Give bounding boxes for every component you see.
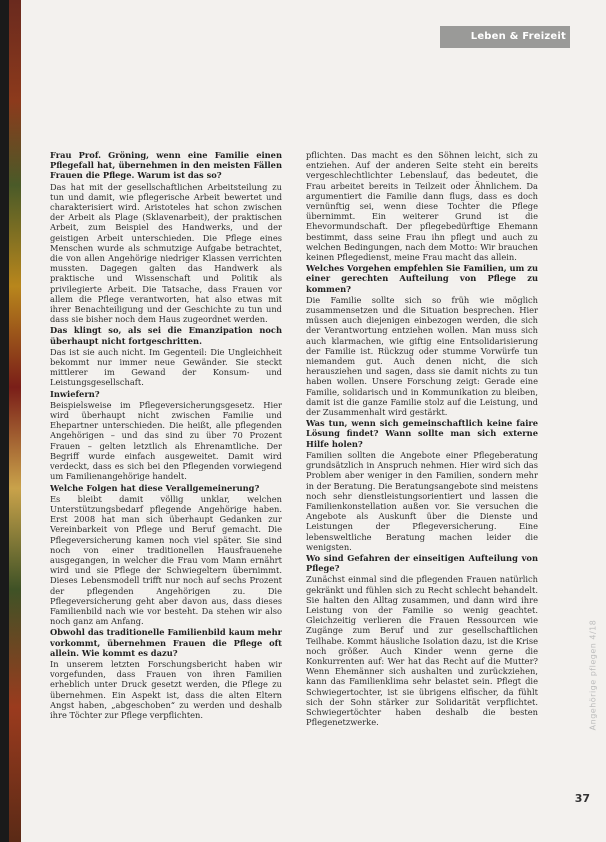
- interview-question: Inwiefern?: [50, 388, 100, 399]
- text-column-left: [50, 150, 282, 810]
- section-label: Leben & Freizeit: [470, 31, 566, 42]
- interview-answer: Das hat mit der gesellschaftlichen Arbeitsteilung zu tun und damit, wie pflegerische Arbeit bewertet und charakterisiert wird. Aristoteles hat schon zwischen der Arbeit als Plage (Sklavenarbeit), der praktischen Arbeit, zum Beispiel des Handwerks, und der geistigen Arbeit unterschieden. Die Pflege eines Menschen wurde als schmutzige Aufgabe betrachtet, die von allen Angehörige niedriger Klassen verrichten mussten. Dagegen galten das Handwerk als praktische und Wissenschaft und Politik als privilegierte Arbeit. Die Tatsache, dass Frauen vor allem die Pflege verantworten, hat also etwas mit ihrer Benachteiligung und der Geschichte zu tun und dass sie bisher noch dem Haus zugeordnet werden.: [50, 181, 282, 325]
- interview-question: Welches Vorgehen empfehlen Sie Familien, um zu einer gerechten Aufteilung von Pflege zu kommen?: [306, 263, 538, 294]
- text-column-right: [306, 150, 538, 810]
- interview-answer: Familien sollten die Angebote einer Pflegeberatung grundsätzlich in Anspruch nehmen. Hier wird sich das Problem aber weniger in den Familien, sondern mehr in der Beratung. Die Beratungsangebote sind meistens noch sehr dienstleistungsorientiert und lassen die Familienkonstellation außen vor. Sie versuchen die Angebote als Auskunft über die Dienste und Leistungen der Pflegeversicherung. Eine lebensweltliche Beratung machen leider die wenigsten.: [306, 449, 538, 552]
- interview-question: Was tun, wenn sich gemeinschaftlich keine faire Lösung findet? Wann sollte man sich externe Hilfe holen?: [306, 418, 538, 449]
- photo-strip: [9, 0, 21, 842]
- interview-answer: Beispielsweise im Pflegeversicherungsgesetz. Hier wird überhaupt nicht zwischen Familie und Ehepartner unterschieden. Die heißt, alle pflegenden Angehörigen – und das sind zu über 70 Prozent Frauen – gelten letztlich als Ehrenamtliche. Der Begriff wurde einfach ausgeweitet. Damit wird verdeckt, dass es sich bei den Pflegenden vorwiegend um Familienangehörige handelt.: [50, 399, 282, 482]
- interview-question: Welche Folgen hat diese Verallgemeinerung?: [50, 482, 260, 493]
- interview-question: Wo sind Gefahren der einseitigen Aufteilung von Pflege?: [306, 552, 538, 574]
- page-edge: [0, 0, 9, 842]
- interview-answer: pflichten. Das macht es den Söhnen leicht, sich zu entziehen. Auf der anderen Seite steht ein bereits vergeschlechtlichter Lebenslauf, das bedeutet, die Frau arbeitet bereits in Teilzeit oder Ähnlichem. Da argumentiert die Familie dann flugs, dass es doch vernünftig sei, wenn diese Tochter die Pflege übernimmt. Ein weiterer Grund ist die Ehevormundschaft. Der pflegebedürftige Ehemann bestimmt, dass seine Frau ihn pflegt und auch zu welchen Bedingungen, nach dem Motto: Wir brauchen keinen Pflegedienst, meine Frau macht das allein.: [306, 150, 538, 263]
- interview-answer: Das ist sie auch nicht. Im Gegenteil: Die Ungleichheit bekommt nur immer neue Gewänder. Sie steckt mittlerer im Gewand der Konsum- und Leistungsgesellschaft.: [50, 346, 282, 388]
- interview-answer: In unserem letzten Forschungsbericht haben wir vorgefunden, dass Frauen von ihren Familien erheblich unter Druck gesetzt werden, die Pflege zu übernehmen. Ein Aspekt ist, dass die alten Eltern Angst haben, „abgeschoben“ zu werden und deshalb ihre Töchter zur Pflege verpflichten.: [50, 658, 282, 720]
- section-header-bar: [440, 26, 570, 48]
- interview-answer: Die Familie sollte sich so früh wie möglich zusammensetzen und die Situation besprechen. Hier müssen auch diejenigen einbezogen werden, die sich der Verantwortung entziehen wollen. Man muss sich auch klarmachen, wie giftig eine Entsolidarisierung der Familie ist. Rückzug oder stumme Vorwürfe tun niemandem gut. Auch denen nicht, die sich herausziehen und sagen, dass sie damit nichts zu tun haben wollen. Unsere Forschung zeigt: Gerade eine Familie, solidarisch und in Kommunikation zu bleiben, damit ist die ganze Familie stolz auf die Leistung, und der Zusammenhalt wird gestärkt.: [306, 294, 538, 418]
- page-number: 37: [574, 792, 590, 805]
- interview-question: Frau Prof. Gröning, wenn eine Familie einen Pflegefall hat, übernehmen in den meisten Fällen Frauen die Pflege. Warum ist das so?: [50, 150, 282, 181]
- interview-question: Das klingt so, als sei die Emanzipation noch überhaupt nicht fortgeschritten.: [50, 325, 282, 346]
- interview-answer: Es bleibt damit völlig unklar, welchen Unterstützungsbedarf pflegende Angehörige haben. Erst 2008 hat man sich überhaupt Gedanken zur Vereinbarkeit von Pflege und Beruf gemacht. Die Pflegeversicherung kamen noch viel später. Sie sind noch von einer traditionellen Hausfrauenehe ausgegangen, in welcher die Frau vom Mann ernährt wird und sie Pflege der Schwiegeltern übernimmt. Dieses Lebensmodell trifft nur noch auf sechs Prozent der pflegenden Angehörigen zu. Die Pflegeversicherung geht aber davon aus, dass dieses Familienbild nach wie vor besteht. Da stehen wir also noch ganz am Anfang.: [50, 493, 282, 627]
- interview-answer: Zunächst einmal sind die pflegenden Frauen natürlich gekränkt und fühlen sich zu Recht schlecht behandelt. Sie halten den Alltag zusammen, und dann wird ihre Leistung von der Familie so wenig geachtet. Gleichzeitig verlieren die Frauen Ressourcen wie Zugänge zum Beruf und zur gesellschaftlichen Teilhabe. Kommt häusliche Isolation dazu, ist die Krise noch größer. Auch Kinder wenn gerne die Konkurrenten auf: Wer hat das Recht auf die Mutter? Wenn Ehemänner sich aushalten und zurückziehen, kann das Familienklima sehr belastet sein. Pflegt die Schwiegertochter, ist sie übrigens elfischer, da fühlt sich der Sohn stärker zur Solidarität verpflichtet. Schwiegertöchter haben deshalb die besten Pflegenetzwerke.: [306, 574, 538, 728]
- side-tab: [585, 560, 601, 790]
- interview-question: Obwohl das traditionelle Familienbild kaum mehr vorkommt, übernehmen Frauen die Pflege oft allein. Wie kommt es dazu?: [50, 627, 282, 658]
- side-tab-text: Angehörige pflegen 4/18: [588, 619, 598, 731]
